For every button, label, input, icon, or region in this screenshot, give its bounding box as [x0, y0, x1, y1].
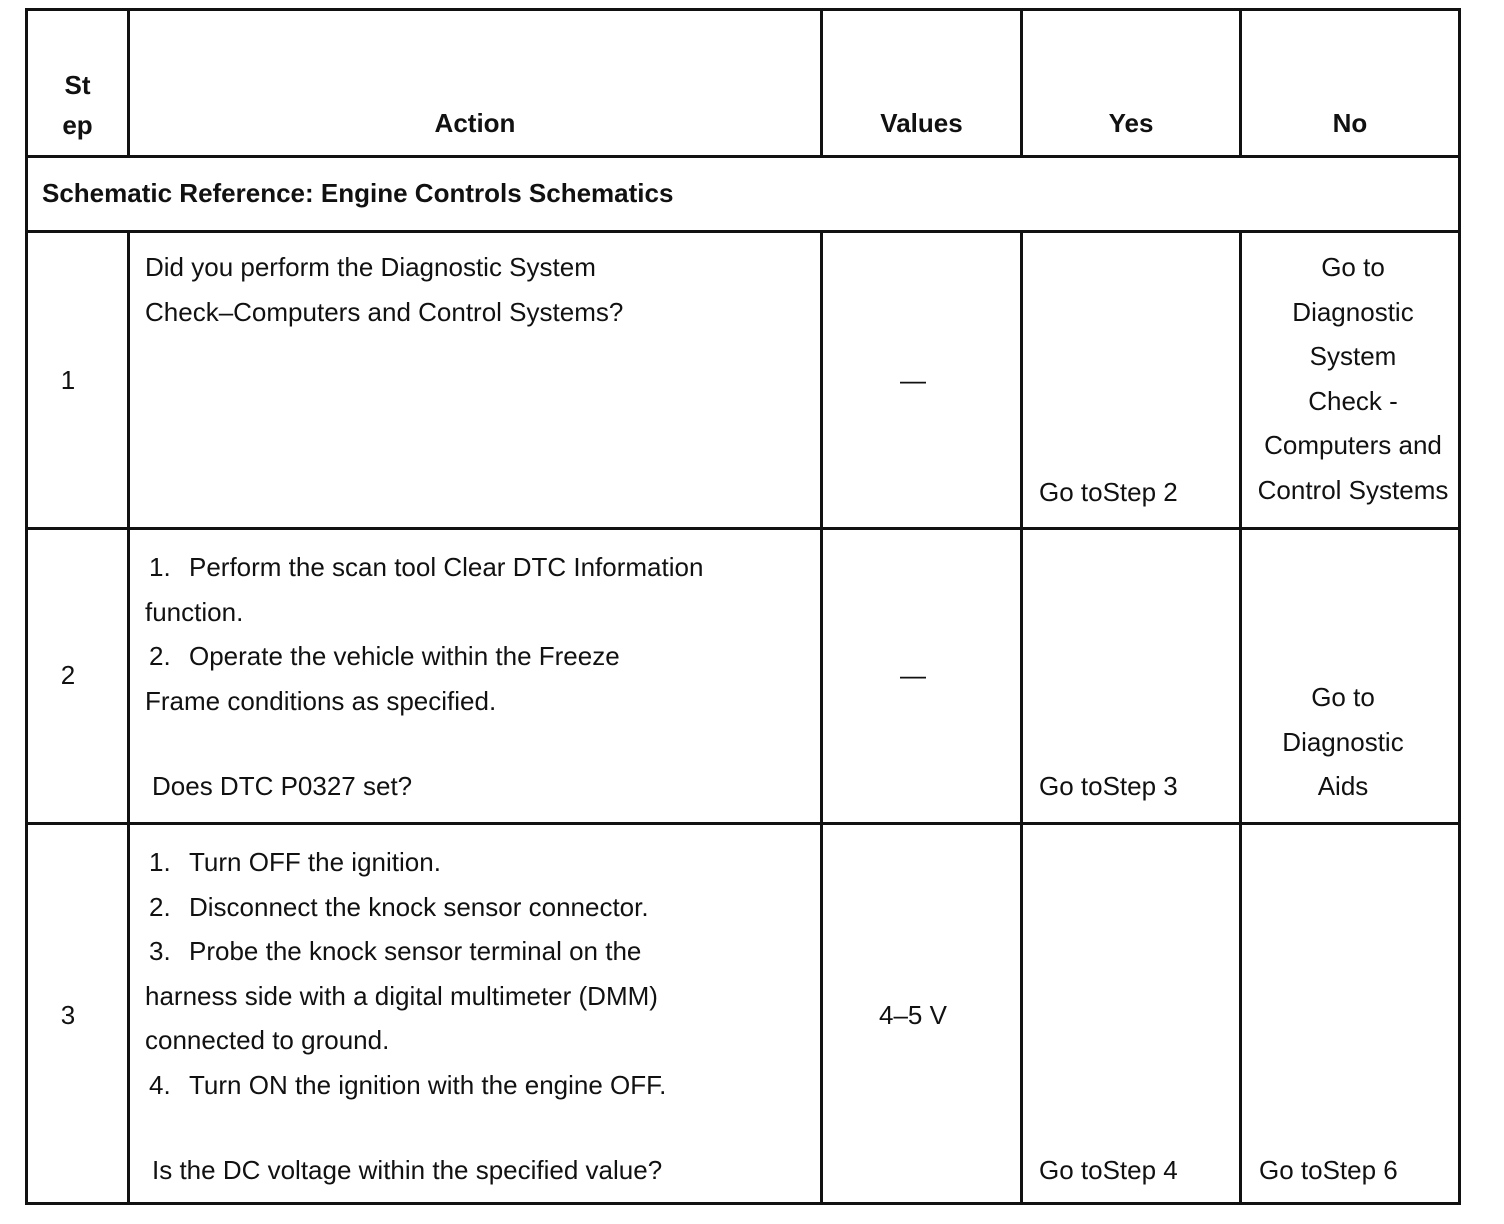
row3-item3-number: 3. [149, 936, 171, 966]
header-yes: Yes [1108, 108, 1154, 138]
header-values: Values [880, 108, 963, 138]
row2-question: Does DTC P0327 set? [152, 771, 413, 801]
row2-item1-number: 1. [149, 552, 171, 582]
row3-item1-number: 1. [149, 847, 171, 877]
row3-action-item2 [145, 885, 666, 930]
row2-item2-text: Operate the vehicle within the Freeze [189, 641, 620, 671]
schematic-reference: Schematic Reference: Engine Controls Schematics [42, 178, 674, 208]
row3-action-item4 [145, 1063, 666, 1108]
row3-action-item3-cont1: harness side with a digital multimeter (DMM) [145, 980, 658, 1011]
header-no: No [1332, 108, 1368, 138]
row3-item4-text: Turn ON the ignition with the engine OFF. [189, 1069, 667, 1100]
row2-action-item1-cont: function. [145, 596, 244, 627]
row2-no-line3: Aids [1317, 771, 1369, 801]
schematic-divider [28, 230, 1458, 233]
row2-step: 2 [60, 660, 76, 690]
row1-divider [28, 527, 1458, 530]
col-divider-step-body [127, 230, 130, 1202]
row1-yes: Go toStep 2 [1039, 477, 1178, 507]
row1-no-line6: Control Systems [1257, 474, 1449, 505]
row2-item2-number: 2. [149, 641, 171, 671]
row3-item2-text: Disconnect the knock sensor connector. [189, 891, 649, 922]
header-step-line2: ep [62, 110, 93, 140]
row2-action-item2-cont: Frame conditions as specified. [145, 685, 497, 716]
row1-no [1242, 245, 1464, 512]
row2-divider [28, 822, 1458, 825]
row2-value: — [900, 660, 926, 690]
row1-action-line2: Check–Computers and Control Systems? [145, 296, 624, 327]
row1-no-line3: System [1309, 341, 1397, 371]
row1-action-line1: Did you perform the Diagnostic System [145, 252, 596, 282]
row3-item1-text: Turn OFF the ignition. [189, 847, 441, 877]
row2-action [145, 545, 703, 723]
row1-step: 1 [60, 365, 76, 395]
row3-question: Is the DC voltage within the specified value? [152, 1155, 663, 1185]
row3-item4-number: 4. [149, 1069, 171, 1100]
row3-yes: Go toStep 4 [1039, 1155, 1178, 1185]
row3-item2-number: 2. [149, 891, 171, 922]
row3-action-item3-cont2: connected to ground. [145, 1025, 390, 1055]
row3-action-item1 [145, 840, 666, 885]
col-divider-values-body [1020, 230, 1023, 1202]
row3-action [145, 840, 666, 1107]
row2-item1-text: Perform the scan tool Clear DTC Information [189, 552, 704, 582]
diagnostic-table [25, 8, 1461, 1205]
row3-action-item3 [145, 929, 666, 974]
row3-step: 3 [60, 1000, 76, 1030]
row2-no-line1: Go to [1311, 682, 1375, 712]
row3-no: Go toStep 6 [1259, 1155, 1398, 1185]
row1-no-line2: Diagnostic [1292, 296, 1414, 327]
row2-no [1242, 675, 1444, 809]
row1-no-line1: Go to [1321, 252, 1385, 282]
header-step-line1: St [64, 70, 91, 100]
row1-action [145, 245, 623, 334]
row2-no-line2: Diagnostic [1282, 726, 1404, 757]
row2-yes: Go toStep 3 [1039, 771, 1178, 801]
row1-value: — [900, 365, 926, 395]
row2-action-item1 [145, 545, 703, 590]
row2-action-item2 [145, 634, 703, 679]
header-action: Action [434, 108, 516, 138]
row3-item3-text: Probe the knock sensor terminal on the [189, 936, 642, 966]
header-step [28, 65, 127, 145]
row3-value: 4–5 V [879, 1000, 947, 1030]
row1-no-line5: Computers and [1264, 430, 1442, 460]
header-divider [28, 155, 1458, 158]
row1-no-line4: Check - [1308, 385, 1398, 416]
